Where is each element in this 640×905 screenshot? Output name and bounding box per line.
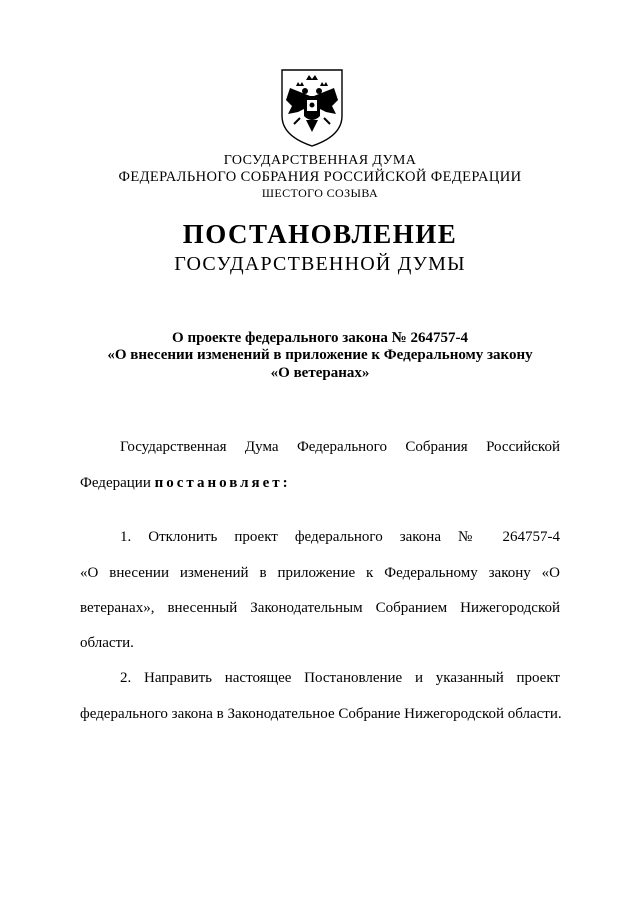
item-2-line-1: 2. Направить настоящее Постановление и указанный проект [120,670,560,686]
item-2-line-2: федерального закона в Законодательное Собрание Нижегородской области. [80,706,562,722]
item-1-line-2: «О внесении изменений в приложение к Федеральному закону «О [80,565,560,581]
document-subtitle: ГОСУДАРСТВЕННОЙ ДУМЫ [174,253,466,275]
preamble-decree: постановляет: [154,475,291,491]
org-line-federal-assembly: ФЕДЕРАЛЬНОГО СОБРАНИЯ РОССИЙСКОЙ ФЕДЕРАЦИИ [118,169,522,185]
preamble-prefix: Федерации [80,475,151,491]
org-line-duma: ГОСУДАРСТВЕННАЯ ДУМА [223,153,417,168]
preamble-line-1: Государственная Дума Федерального Собрания Российской [120,439,560,455]
item-1-line-3: ветеранах», внесенный Законодательным Собранием Нижегородской [80,600,560,616]
item-1-line-1: 1. Отклонить проект федерального закона № 264757-4 [120,529,560,545]
subject-line-2: «О внесении изменений в приложение к Федеральному закону [107,347,533,363]
document-title: ПОСТАНОВЛЕНИЕ [182,219,458,249]
russian-coat-of-arms-icon [276,66,348,148]
preamble-line-2 [80,473,560,493]
org-line-convocation: ШЕСТОГО СОЗЫВА [261,186,379,200]
subject-line-3: «О ветеранах» [270,365,370,381]
subject-line-1: О проекте федерального закона № 264757-4 [172,330,468,346]
item-1-line-4: области. [80,635,134,651]
